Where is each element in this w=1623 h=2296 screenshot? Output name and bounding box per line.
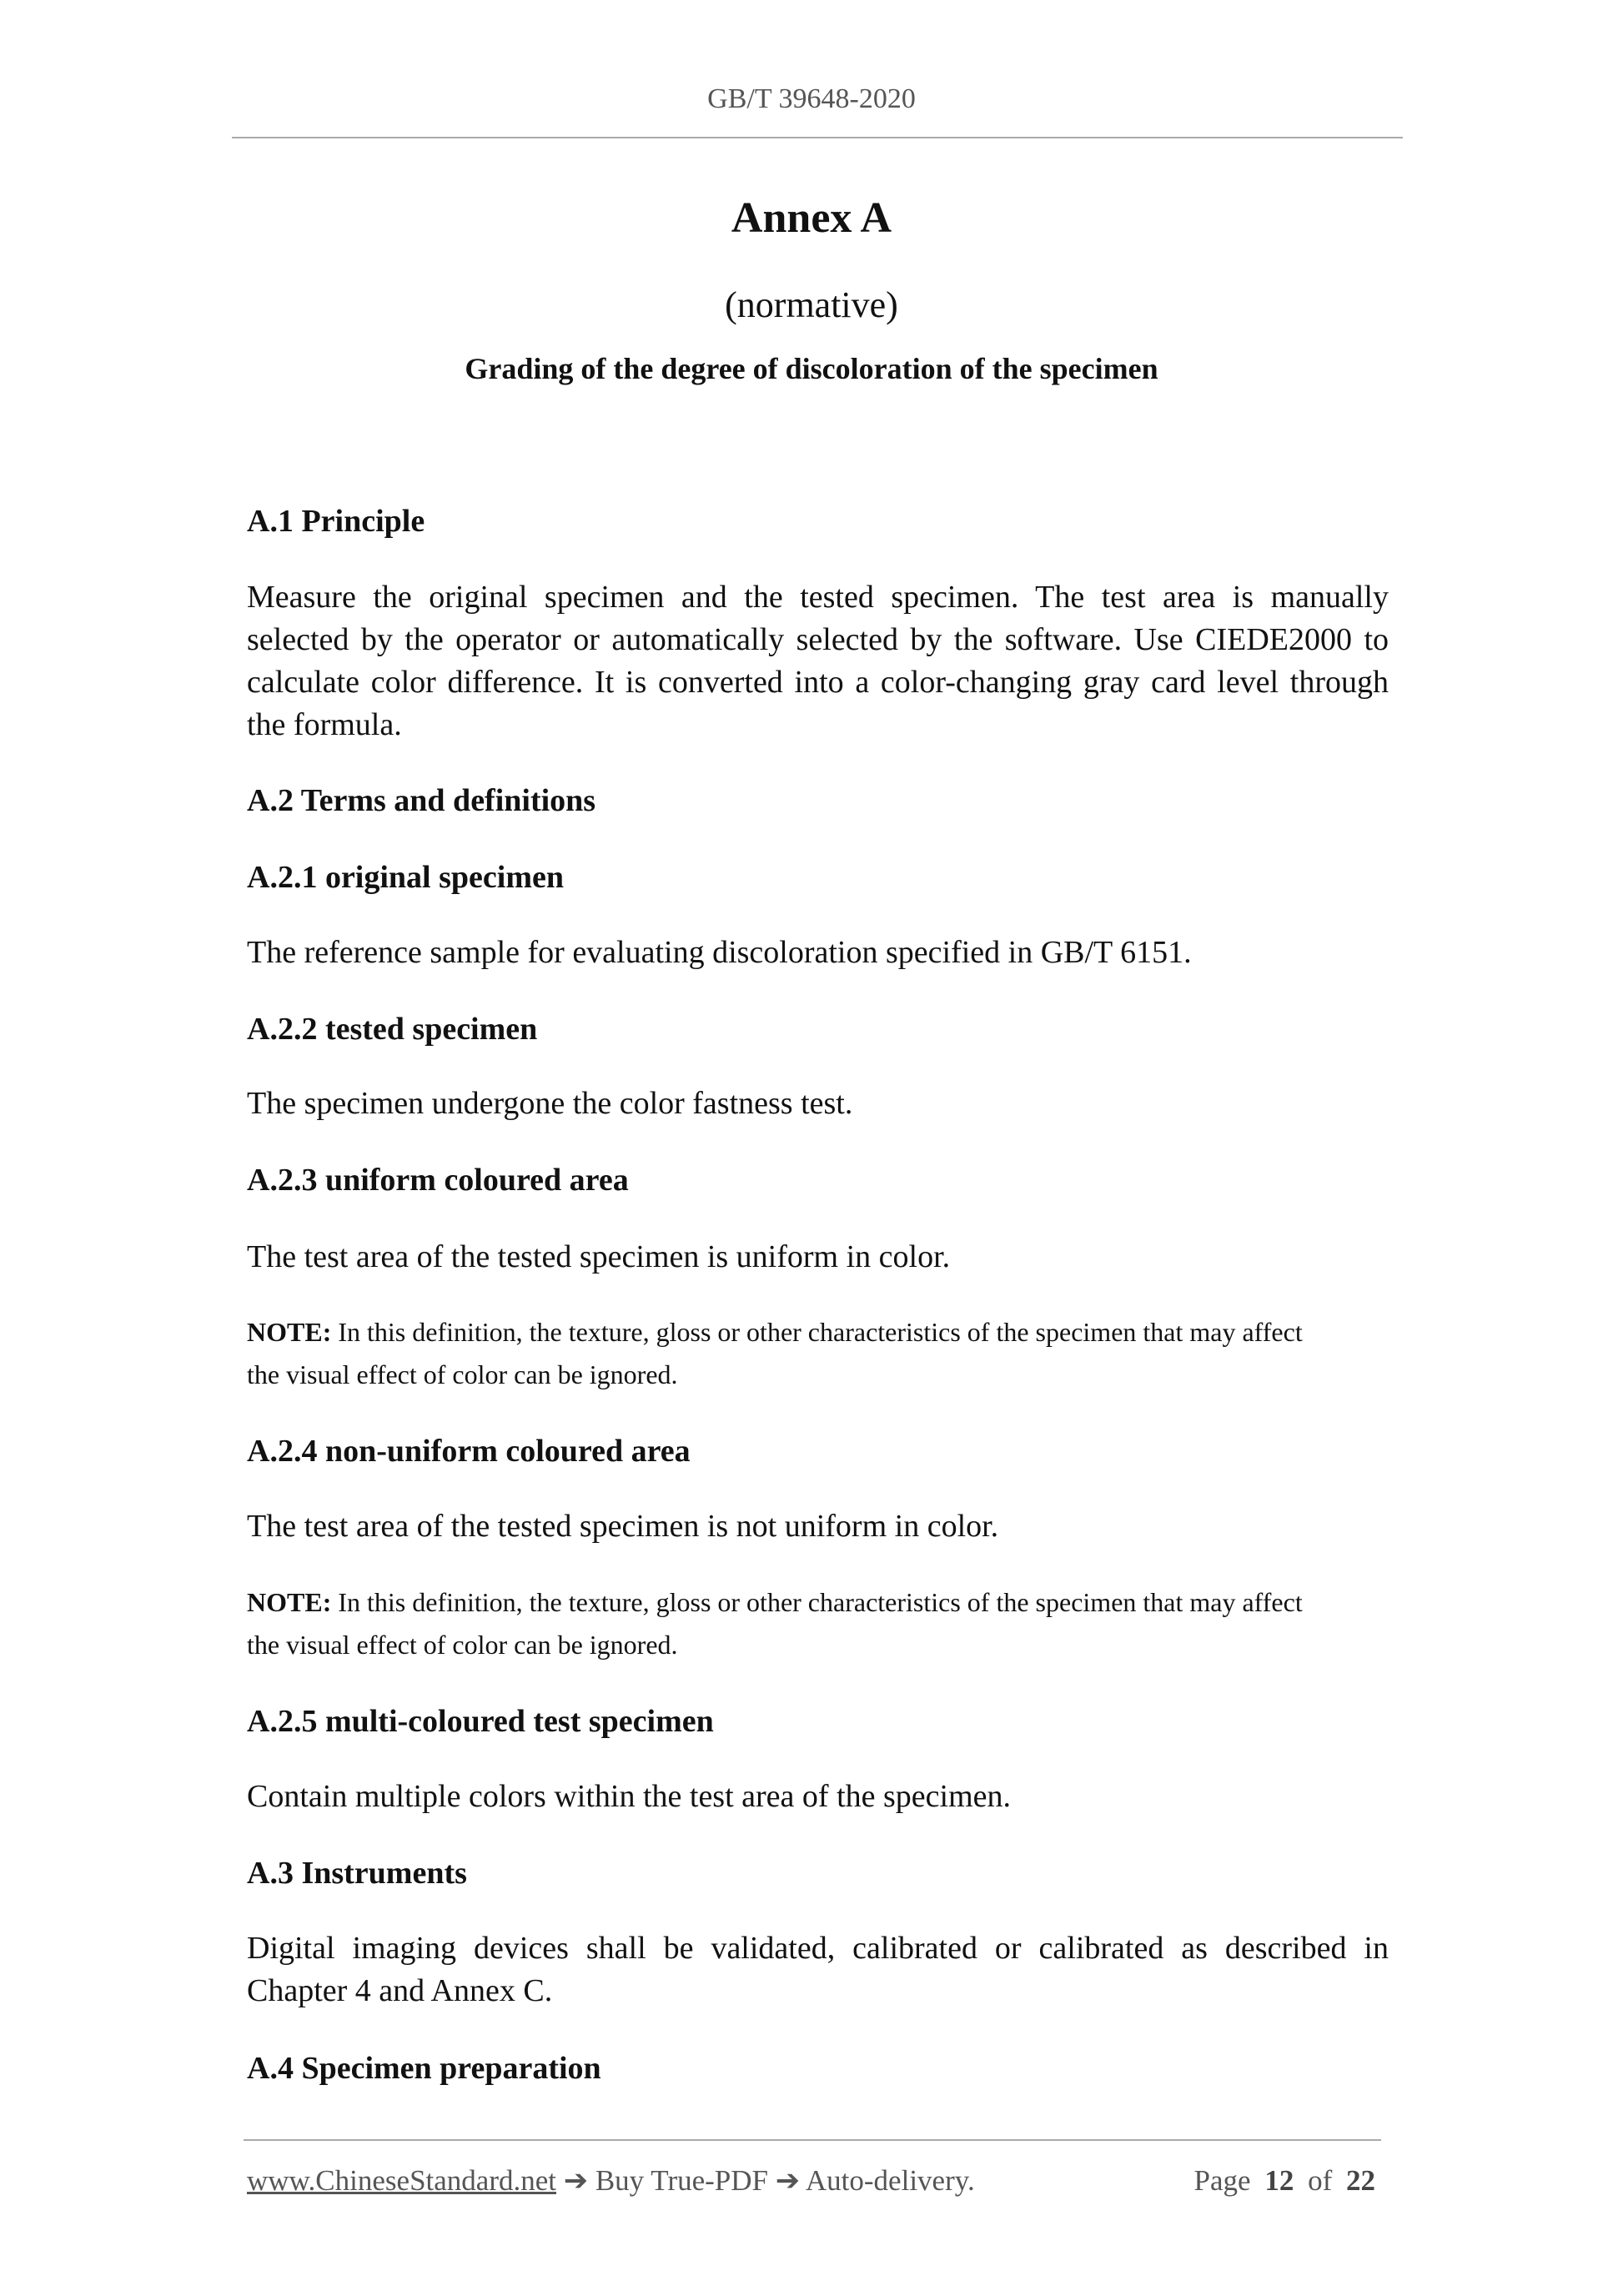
arrow-icon: ➔ bbox=[563, 2164, 589, 2197]
total-pages: 22 bbox=[1346, 2164, 1375, 2197]
text-a2-5: Contain multiple colors within the test area of the specimen. bbox=[247, 1779, 1011, 1814]
heading-a1: A.1 Principle bbox=[247, 504, 425, 539]
header-divider bbox=[232, 137, 1403, 138]
text-a2-3: The test area of the tested specimen is uniform in color. bbox=[247, 1239, 951, 1274]
paragraph-a3 bbox=[247, 1927, 1389, 2012]
note-text: In this definition, the texture, gloss or other characteristics of the specimen that may affect bbox=[331, 1317, 1303, 1347]
annex-subtitle: Grading of the degree of discoloration of the specimen bbox=[465, 352, 1158, 385]
paragraph-line: Digital imaging devices shall be validated, calibrated or calibrated as described in bbox=[247, 1931, 1389, 1966]
paragraph-line: Chapter 4 and Annex C. bbox=[247, 1973, 553, 2008]
note-text: In this definition, the texture, gloss or other characteristics of the specimen that may affect bbox=[331, 1587, 1303, 1617]
note-line: the visual effect of color can be ignored. bbox=[247, 1359, 678, 1389]
heading-a2-1: A.2.1 original specimen bbox=[247, 860, 564, 895]
note-label: NOTE: bbox=[247, 1587, 332, 1617]
text-a2-4: The test area of the tested specimen is not uniform in color. bbox=[247, 1509, 999, 1544]
paragraph-line: selected by the operator or automatically selected by the software. Use CIEDE2000 to bbox=[247, 622, 1389, 657]
paragraph-line: the formula. bbox=[247, 707, 402, 742]
note-label: NOTE: bbox=[247, 1317, 332, 1347]
text-a2-1: The reference sample for evaluating discoloration specified in GB/T 6151. bbox=[247, 935, 1192, 970]
footer-delivery: Auto-delivery. bbox=[805, 2164, 975, 2197]
footer-divider bbox=[244, 2139, 1381, 2141]
annex-title: Annex A bbox=[731, 194, 892, 242]
footer-buy: Buy True-PDF bbox=[595, 2164, 768, 2197]
note-a2-3 bbox=[247, 1311, 1389, 1396]
heading-a2-4: A.2.4 non-uniform coloured area bbox=[247, 1434, 691, 1469]
annex-type: (normative) bbox=[725, 284, 898, 325]
paragraph-line: calculate color difference. It is converted into a color-changing gray card level through bbox=[247, 665, 1389, 700]
arrow-icon: ➔ bbox=[775, 2164, 801, 2197]
current-page: 12 bbox=[1264, 2164, 1294, 2197]
text-a2-2: The specimen undergone the color fastness test. bbox=[247, 1086, 853, 1121]
header-doc-id: GB/T 39648-2020 bbox=[707, 83, 916, 114]
note-a2-4 bbox=[247, 1581, 1389, 1666]
heading-a3: A.3 Instruments bbox=[247, 1856, 467, 1891]
website-link[interactable]: www.ChineseStandard.net bbox=[247, 2164, 556, 2197]
heading-a2-3: A.2.3 uniform coloured area bbox=[247, 1163, 629, 1198]
page-label: Page bbox=[1193, 2164, 1251, 2197]
note-line bbox=[247, 1311, 1389, 1354]
paragraph-a1 bbox=[247, 576, 1389, 746]
heading-a4: A.4 Specimen preparation bbox=[247, 2051, 601, 2086]
paragraph-line: Measure the original specimen and the tested specimen. The test area is manually bbox=[247, 580, 1389, 615]
footer-promo bbox=[247, 2160, 975, 2202]
heading-a2-2: A.2.2 tested specimen bbox=[247, 1012, 538, 1047]
heading-a2: A.2 Terms and definitions bbox=[247, 783, 596, 818]
page-number bbox=[1194, 2160, 1375, 2202]
note-line: the visual effect of color can be ignored. bbox=[247, 1630, 678, 1660]
note-line bbox=[247, 1581, 1389, 1624]
of-label: of bbox=[1308, 2164, 1333, 2197]
heading-a2-5: A.2.5 multi-coloured test specimen bbox=[247, 1704, 714, 1739]
